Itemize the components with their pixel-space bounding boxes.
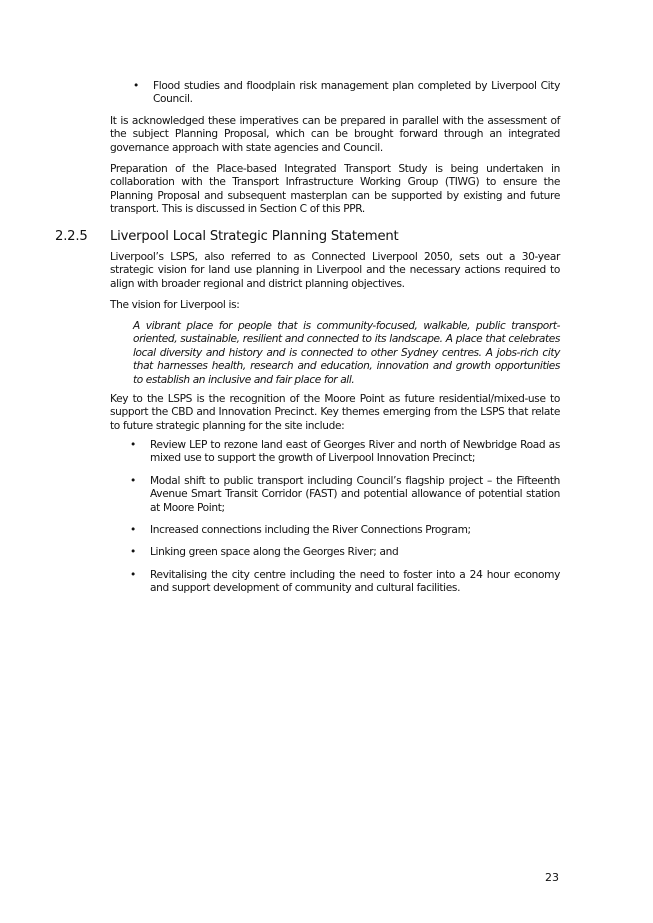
bullet-glyph: • bbox=[130, 546, 136, 559]
flood-bullet-list bbox=[133, 80, 560, 116]
section-title: Liverpool Local Strategic Planning Statement bbox=[110, 229, 399, 244]
vision-quote: A vibrant place for people that is community-focused, walkable, public transport-oriented, sustainable, resilient and connected to its landscape. A place that celebrates local diversity and history and is connected to other Sydney centres. A jobs-rich city that harnesses health, research and education, innovation and growth opportunities to establish an inclusive and fair place for all. bbox=[133, 320, 560, 386]
vision-label: The vision for Liverpool is: bbox=[110, 299, 240, 311]
list-item-text: Increased connections including the River Connections Program; bbox=[150, 524, 471, 537]
section-number: 2.2.5 bbox=[55, 229, 88, 244]
bullet-glyph: • bbox=[130, 474, 136, 487]
bullet-glyph: • bbox=[130, 524, 136, 537]
list-item-text: Revitalising the city centre including the need to foster into a 24 hour economy and support development of community and cultural facilities. bbox=[150, 568, 560, 595]
key-themes-paragraph: Key to the LSPS is the recognition of the Moore Point as future residential/mixed-use to support the CBD and Innovation Precinct. Key themes emerging from the LSPS that relate to future strategic planning for the site include: bbox=[110, 393, 560, 432]
themes-bullet-list bbox=[130, 439, 560, 605]
list-item bbox=[130, 569, 560, 596]
bullet-glyph: • bbox=[130, 568, 136, 581]
list-item bbox=[130, 439, 560, 466]
list-item bbox=[130, 475, 560, 515]
list-item bbox=[133, 80, 560, 107]
transport-study-paragraph: Preparation of the Place-based Integrated Transport Study is being undertaken in collaboration with the Transport Infrastructure Working Group (TIWG) to ensure the Planning Proposal and subsequent masterplan can be supported by existing and future transport. This is discussed in Section C of this PPR. bbox=[110, 163, 560, 216]
list-item-text: Flood studies and floodplain risk management plan completed by Liverpool City Council. bbox=[153, 80, 560, 106]
lsps-intro-paragraph: Liverpool’s LSPS, also referred to as Connected Liverpool 2050, sets out a 30-year strategic vision for land use planning in Liverpool and the necessary actions required to align with broader regional and district planning objectives. bbox=[110, 251, 560, 290]
page-number: 23 bbox=[545, 871, 559, 884]
imperatives-paragraph: It is acknowledged these imperatives can be prepared in parallel with the assessment of the subject Planning Proposal, which can be brought forward through an integrated governance approach with state agencies and Council. bbox=[110, 115, 560, 154]
bullet-glyph: • bbox=[133, 80, 139, 92]
list-item-text: Modal shift to public transport including Council’s flagship project – the Fifteenth Avenue Smart Transit Corridor (FAST) and potential allowance of potential station at Moore Point; bbox=[150, 474, 560, 514]
list-item-text: Review LEP to rezone land east of Georges River and north of Newbridge Road as mixed use to support the growth of Liverpool Innovation Precinct; bbox=[150, 439, 560, 465]
list-item-text: Linking green space along the Georges River; and bbox=[150, 546, 399, 559]
bullet-glyph: • bbox=[130, 439, 136, 451]
list-item bbox=[130, 546, 560, 559]
list-item bbox=[130, 524, 560, 537]
